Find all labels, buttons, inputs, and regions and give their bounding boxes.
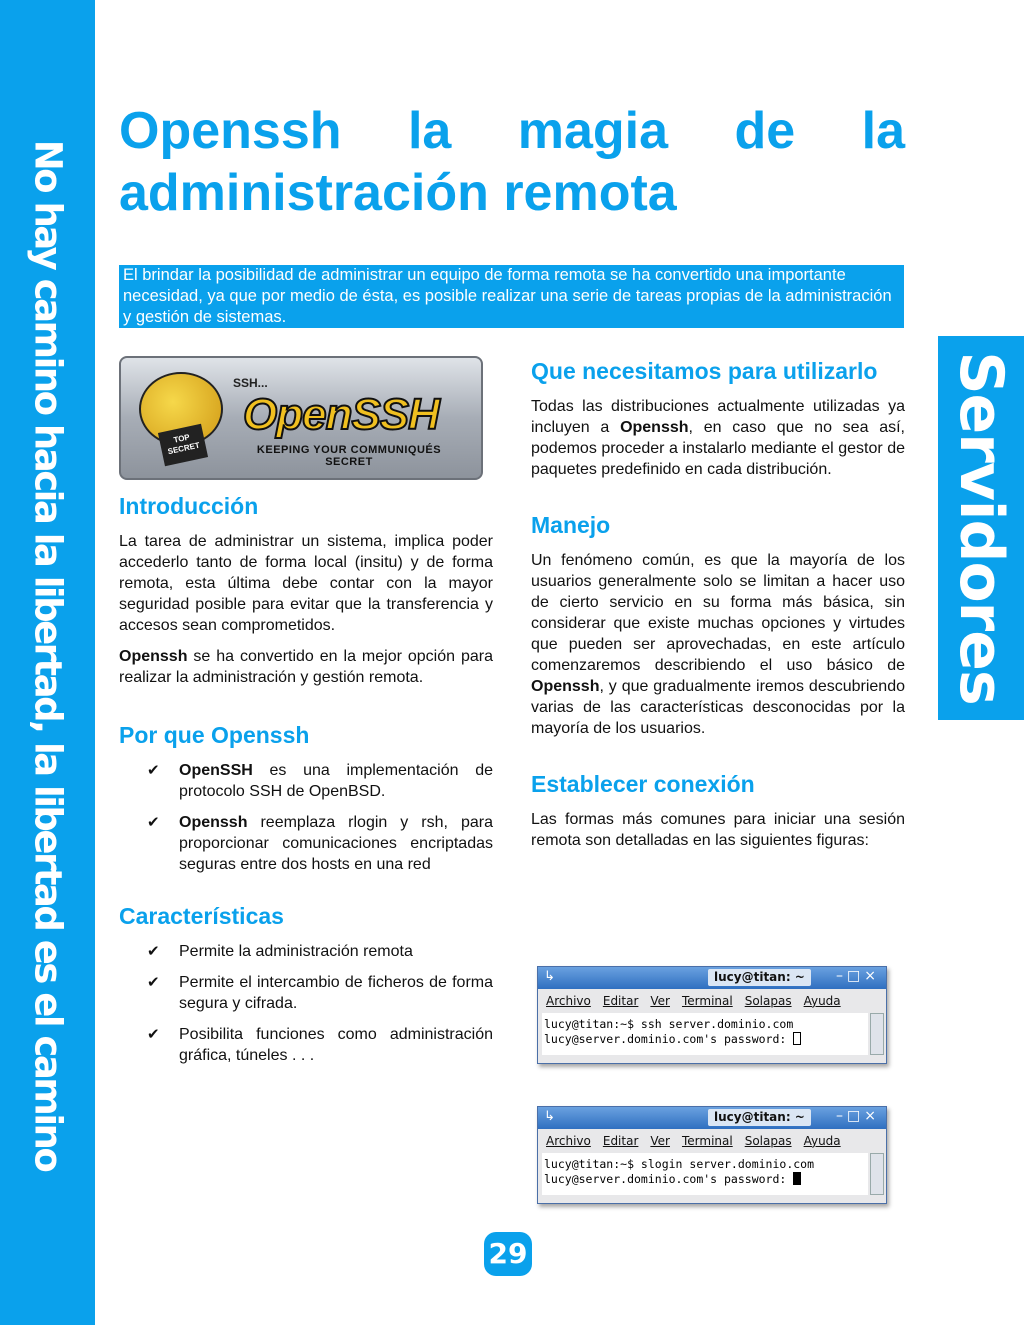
need-heading: Que necesitamos para utilizarlo: [531, 358, 878, 384]
page-title: Openssh la magia de la administración remota: [119, 102, 905, 222]
why-item: ✔ Openssh reemplaza rlogin y rsh, para proporcionar comunicaciones encriptadas seguras entre dos hosts en una red: [147, 814, 493, 873]
intro-heading: Introducción: [119, 493, 259, 519]
intro-rest: se ha convertido en la mejor opción para realizar la administración y gestión remota.: [119, 648, 493, 686]
arrow-icon: ↳: [544, 1109, 555, 1124]
features-heading: Características: [119, 903, 284, 929]
menu-ver[interactable]: Ver: [650, 1134, 670, 1148]
menu-solapas[interactable]: Solapas: [744, 1134, 792, 1148]
cursor: [793, 1032, 801, 1045]
menu-archivo[interactable]: Archivo: [546, 1134, 591, 1148]
menu-ayuda[interactable]: Ayuda: [803, 1134, 841, 1148]
openssh-logo: [119, 356, 483, 480]
why-list: [119, 760, 493, 875]
terminal-line: lucy@server.dominio.com's password:: [544, 1172, 866, 1187]
manejo-heading: Manejo: [531, 512, 611, 538]
menu-ver[interactable]: Ver: [650, 994, 670, 1008]
terminal-window-slogin: [537, 1106, 887, 1204]
section-tab: [938, 336, 1024, 720]
check-icon: ✔: [147, 943, 160, 960]
section-tab-label: Servidores: [946, 351, 1016, 705]
logo-ssh-text: SSH...: [233, 376, 268, 390]
feature-item: ✔ Permite el intercambio de ficheros de forma segura y cifrada.: [147, 974, 493, 1012]
why-heading: Por que Openssh: [119, 722, 310, 748]
menu-terminal[interactable]: Terminal: [681, 994, 733, 1008]
terminal-titlebar: [538, 967, 886, 989]
right-column: [531, 356, 905, 851]
manejo-paragraph: Un fenómeno común, es que la mayoría de los usuarios generalmente solo se limitan a hacer uso de cierto servicio en su forma más básica, sin considerar que existe muchas opciones y virtudes que pueden ser aprovechadas, en este artículo comenzaremos describiendo el uso básico de Openssh, y que gradualmente iremos descubriendo varias de las características desconocidas por la mayoría de los usuarios.: [531, 552, 905, 737]
check-icon: ✔: [147, 814, 160, 831]
terminal-menubar: [538, 1129, 886, 1153]
arrow-icon: ↳: [544, 969, 555, 984]
left-column: [119, 491, 493, 1076]
check-icon: ✔: [147, 1026, 160, 1043]
cursor: [793, 1172, 801, 1185]
top-secret-badge: TOP SECRET: [158, 424, 208, 466]
menu-solapas[interactable]: Solapas: [744, 994, 792, 1008]
terminal-title: lucy@titan: ~: [708, 969, 811, 986]
feature-item: ✔ Posibilita funciones como administración gráfica, túneles . . .: [147, 1026, 493, 1064]
intro-paragraph-2: [119, 646, 493, 688]
menu-editar[interactable]: Editar: [602, 994, 639, 1008]
check-icon: ✔: [147, 762, 160, 779]
logo-tagline: KEEPING YOUR COMMUNIQUÉS SECRET: [256, 444, 442, 468]
scrollbar[interactable]: [870, 1013, 884, 1055]
why-item: ✔ OpenSSH es una implementación de protocolo SSH de OpenBSD.: [147, 762, 493, 800]
conexion-paragraph: Las formas más comunes para iniciar una sesión remota son detalladas en las siguientes figuras:: [531, 811, 905, 849]
window-controls-icon: –□×: [836, 968, 880, 984]
intro-bold: Openssh: [119, 648, 188, 665]
terminal-window-ssh: [537, 966, 887, 1064]
menu-archivo[interactable]: Archivo: [546, 994, 591, 1008]
scrollbar[interactable]: [870, 1153, 884, 1195]
check-icon: ✔: [147, 974, 160, 991]
menu-editar[interactable]: Editar: [602, 1134, 639, 1148]
terminal-line: lucy@server.dominio.com's password:: [544, 1032, 866, 1047]
terminal-menubar: [538, 989, 886, 1013]
terminal-body: [542, 1013, 868, 1055]
feature-item: ✔ Permite la administración remota: [147, 943, 413, 960]
intro-paragraph: La tarea de administrar un sistema, implica poder accederlo tanto de forma local (insitu) y de forma remota, esta última debe contar con la mayor seguridad posible para evitar que la transferencia y accesos sean comprometidos.: [119, 533, 493, 634]
side-banner: [0, 0, 95, 1325]
menu-ayuda[interactable]: Ayuda: [803, 994, 841, 1008]
terminal-title: lucy@titan: ~: [708, 1109, 811, 1126]
need-paragraph: Todas las distribuciones actualmente utilizadas ya incluyen a Openssh, en caso que no sea así, podemos proceder a instalarlo mediante el gestor de paquetes predefinido en cada distribución.: [531, 398, 905, 478]
terminal-line: lucy@titan:~$ slogin server.dominio.com: [544, 1157, 815, 1171]
logo-wordmark: OpenSSH: [243, 390, 439, 439]
terminal-body: [542, 1153, 868, 1195]
terminal-titlebar: [538, 1107, 886, 1129]
terminal-line: lucy@titan:~$ ssh server.dominio.com: [544, 1017, 794, 1031]
page-number: 29: [484, 1232, 532, 1276]
features-list: [119, 941, 493, 1066]
side-banner-text: No hay camino hacia la libertad, la libertad es el camino: [26, 139, 70, 1171]
menu-terminal[interactable]: Terminal: [681, 1134, 733, 1148]
window-controls-icon: –□×: [836, 1108, 880, 1124]
lead-paragraph: El brindar la posibilidad de administrar un equipo de forma remota se ha convertido una importante necesidad, ya que por medio de ésta, es posible realizar una serie de tareas propias de la administración y gestión de sistemas.: [119, 265, 904, 328]
conexion-heading: Establecer conexión: [531, 771, 755, 797]
